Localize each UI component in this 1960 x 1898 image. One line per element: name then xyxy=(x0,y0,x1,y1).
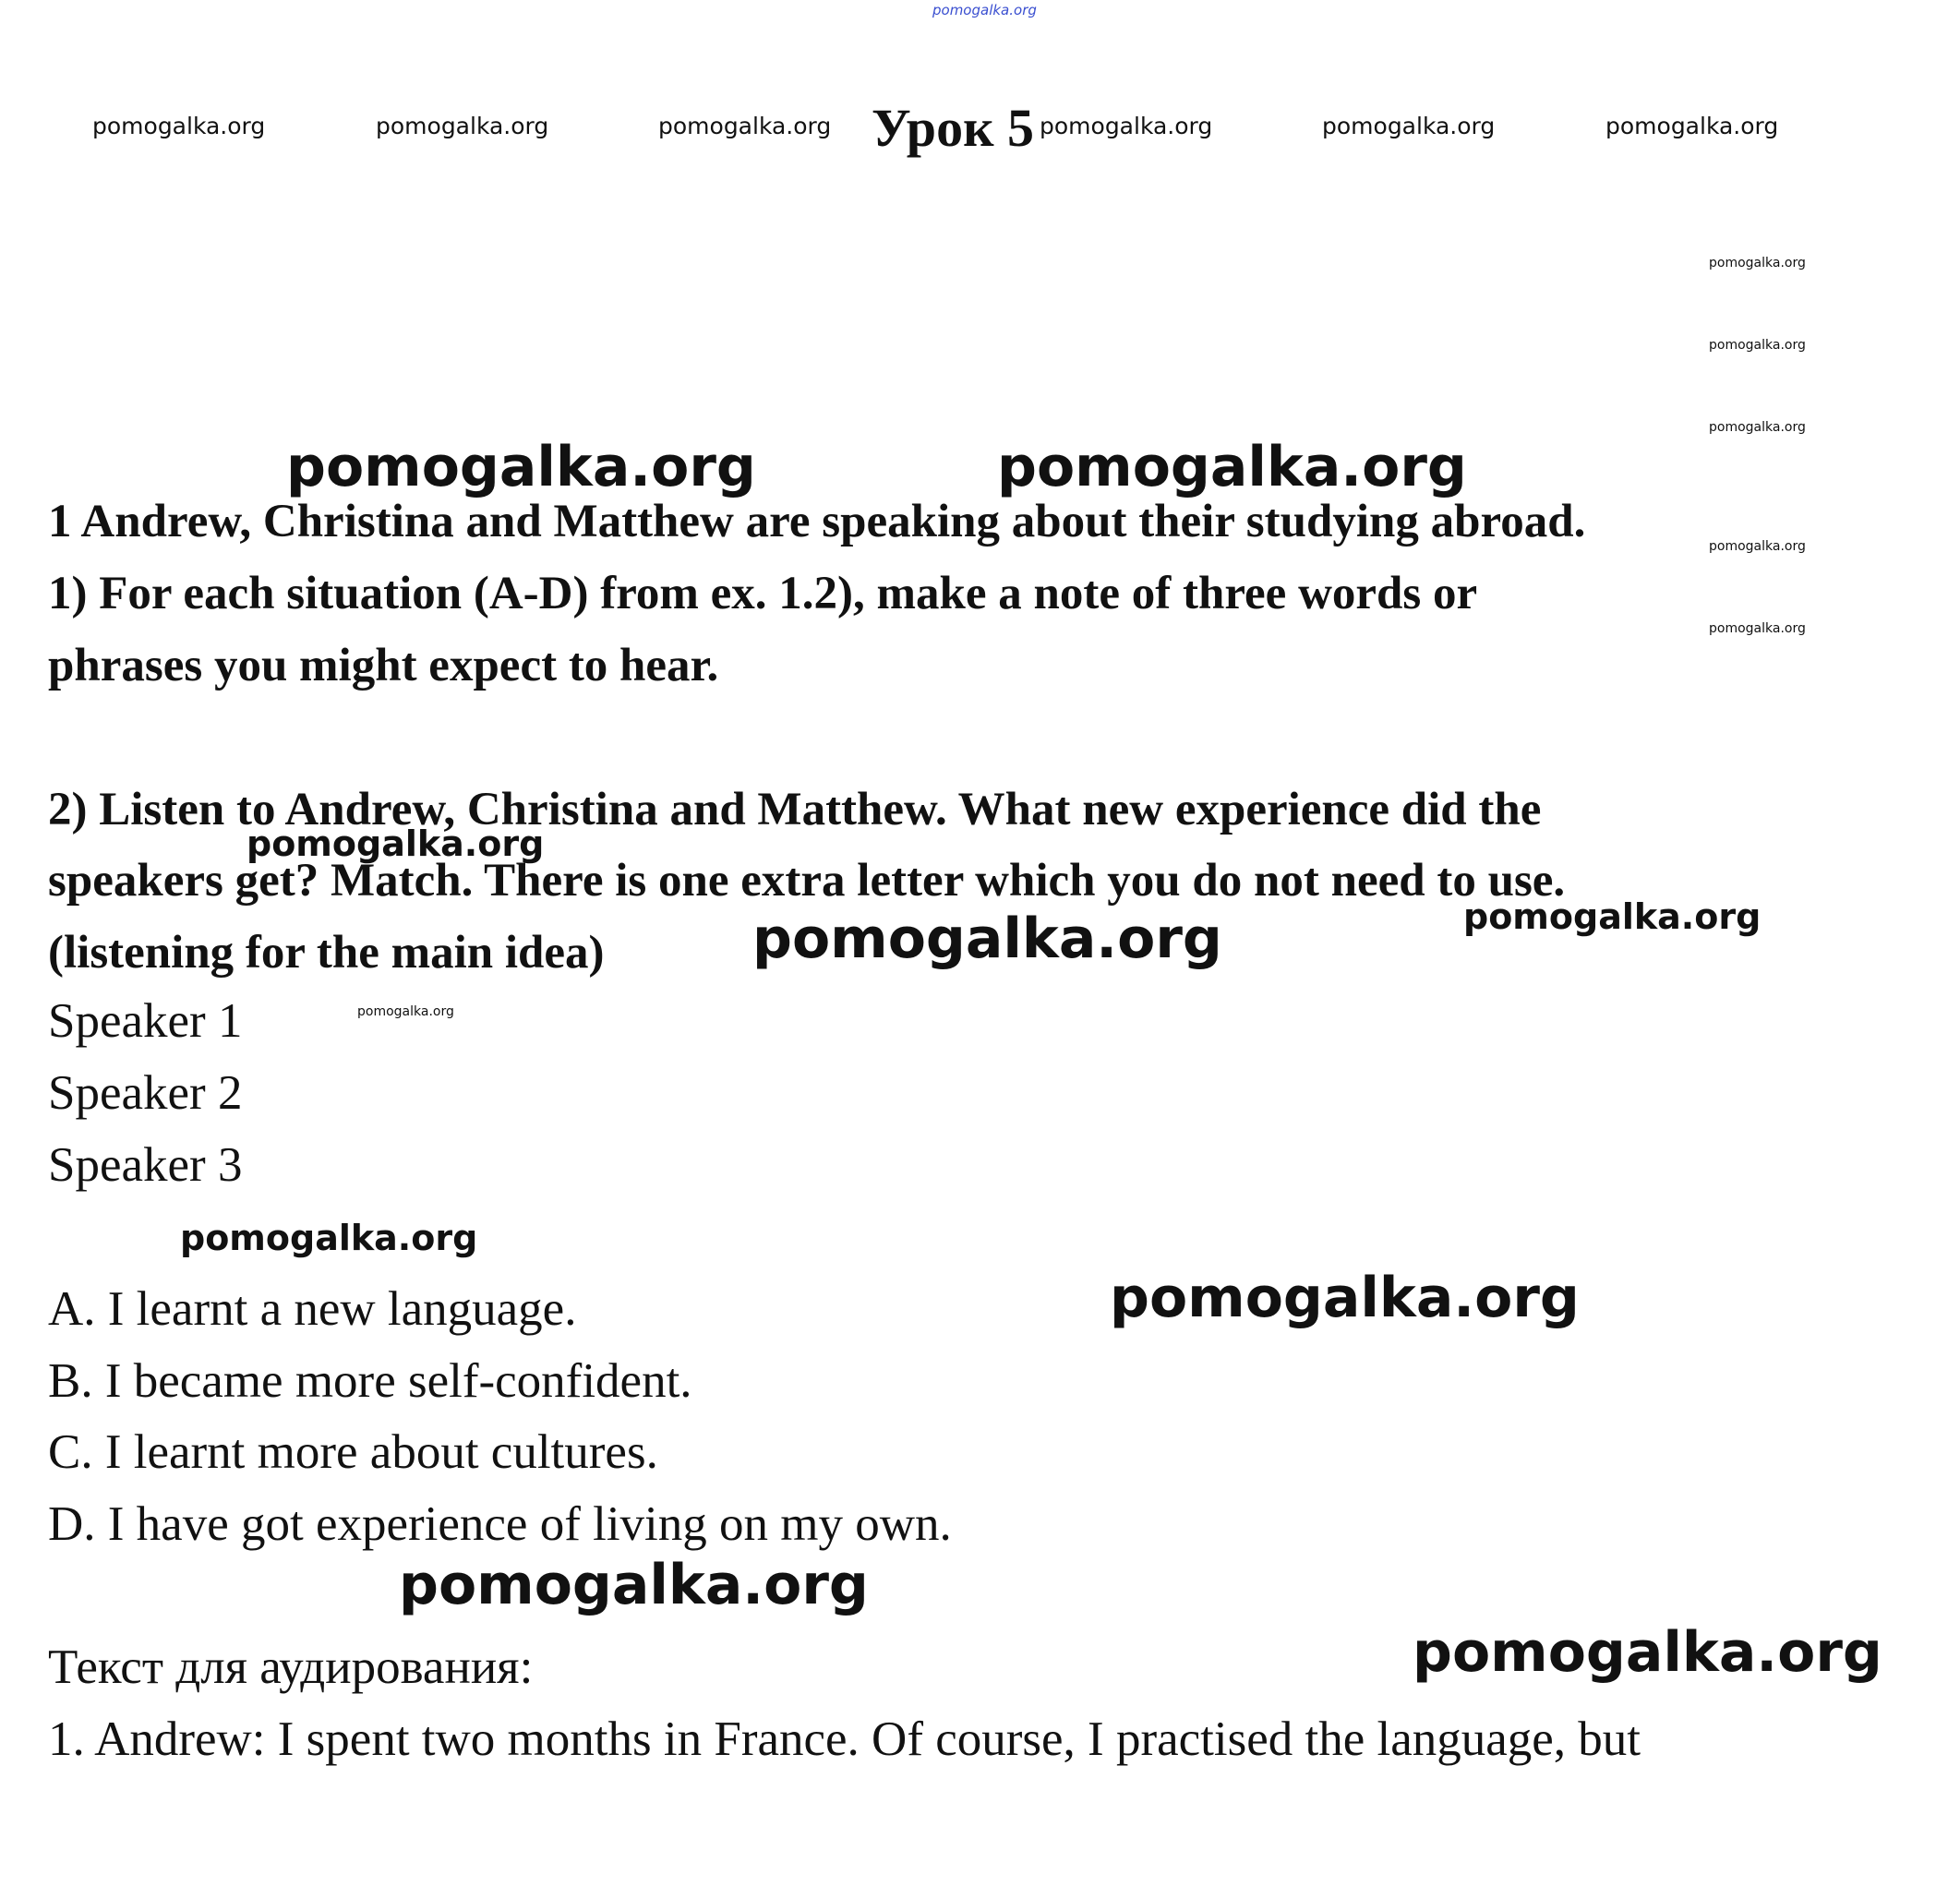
watermark-header-6: pomogalka.org xyxy=(1605,113,1779,139)
task1-intro: 1 Andrew, Christina and Matthew are speaking about their studying abroad. xyxy=(48,496,1586,547)
speaker-3: Speaker 3 xyxy=(48,1138,243,1192)
watermark-side-1: pomogalka.org xyxy=(1709,256,1806,270)
watermark-large-1: pomogalka.org xyxy=(286,435,756,499)
listening-text-heading: Текст для аудирования: xyxy=(48,1640,534,1694)
watermark-side-2: pomogalka.org xyxy=(1709,338,1806,353)
option-a: A. I learnt a new language. xyxy=(48,1282,577,1336)
watermark-side-5: pomogalka.org xyxy=(1709,621,1806,636)
watermark-side-4: pomogalka.org xyxy=(1709,539,1806,554)
speaker-2: Speaker 2 xyxy=(48,1066,243,1120)
task2-line2: speakers get? Match. There is one extra letter which you do not need to use. xyxy=(48,855,1566,907)
lesson-title: Урок 5 xyxy=(872,98,1034,158)
option-d: D. I have got experience of living on my own. xyxy=(48,1497,952,1551)
watermark-speaker: pomogalka.org xyxy=(357,1004,454,1019)
watermark-mid-1: pomogalka.org xyxy=(247,823,545,864)
task2-line1: 2) Listen to Andrew, Christina and Matthew. What new experience did the xyxy=(48,784,1542,835)
watermark-top: pomogalka.org xyxy=(932,2,1037,18)
option-b: B. I became more self-confident. xyxy=(48,1354,692,1408)
watermark-mid-3: pomogalka.org xyxy=(180,1218,478,1258)
option-c: C. I learnt more about cultures. xyxy=(48,1425,658,1479)
watermark-large-4: pomogalka.org xyxy=(1110,1266,1580,1330)
watermark-header-3: pomogalka.org xyxy=(658,113,832,139)
listening-text-line-1: 1. Andrew: I spent two months in France. Of course, I practised the language, but xyxy=(48,1712,1641,1766)
watermark-large-3: pomogalka.org xyxy=(752,907,1222,971)
watermark-side-3: pomogalka.org xyxy=(1709,420,1806,435)
speaker-1: Speaker 1 xyxy=(48,994,243,1048)
task1-part1-line1: 1) For each situation (A-D) from ex. 1.2), make a note of three words or xyxy=(48,568,1478,619)
watermark-large-2: pomogalka.org xyxy=(997,435,1467,499)
task1-part1-line2: phrases you might expect to hear. xyxy=(48,640,719,691)
watermark-header-1: pomogalka.org xyxy=(92,113,266,139)
watermark-large-6: pomogalka.org xyxy=(1413,1620,1882,1685)
watermark-header-5: pomogalka.org xyxy=(1322,113,1496,139)
watermark-header-2: pomogalka.org xyxy=(376,113,549,139)
watermark-large-5: pomogalka.org xyxy=(399,1553,869,1617)
watermark-mid-2: pomogalka.org xyxy=(1463,896,1762,937)
watermark-header-4: pomogalka.org xyxy=(1040,113,1213,139)
task2-line3: (listening for the main idea) xyxy=(48,927,605,979)
